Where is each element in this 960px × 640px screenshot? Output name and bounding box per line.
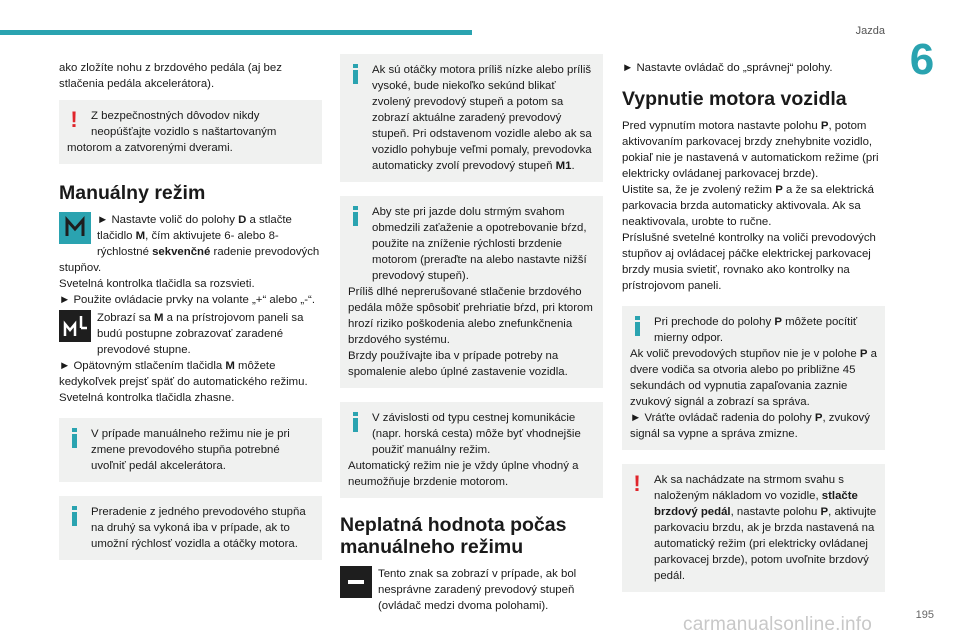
watermark: carmanualsonline.info: [683, 614, 873, 635]
manual-step-2: ► Použite ovládacie prvky na volante „+“ alebo „-“.: [59, 294, 315, 306]
column-2: [340, 60, 603, 614]
warning-text: Z bezpečnostných dôvodov nikdy neopúšťajte vozidlo s naštartovaným: [91, 110, 277, 138]
lamp-off-text: Svetelná kontrolka tlačidla zhasne.: [59, 392, 235, 404]
lamp-on-text: Svetelná kontrolka tlačidla sa rozsvieti.: [59, 278, 255, 290]
m-button-icon: [59, 212, 91, 244]
warning-box-2: ! Ak sa nachádzate na strmom svahu s naloženým nákladom vo vozidle, stlačte brzdový pedál, nastavte polohu P, aktivujte parkovaciu brzdu, ak je brzda nastavená na automatický režim (pri elektricky ovládanej parkovacej brzde), potom uvoľnite brzdový pedál.: [622, 464, 885, 592]
instrument-m-icon: [59, 310, 91, 342]
header-accent-bar: [0, 30, 472, 35]
info-box-2: Preradenie z jedného prevodového stupňa na druhý sa vykoná iba v prípade, ak to umožní rýchlosť vozidla a otáčky motora.: [59, 496, 322, 560]
info-box-5: V závislosti od typu cestnej komunikácie (napr. horská cesta) môže byť vhodnejšie použiť manuálny režim. Automatický režim nie je vždy úplne vhodný a neumožňuje brzdenie motorom.: [340, 402, 603, 498]
info-box-1: V prípade manuálneho režimu nie je pri zmene prevodového stupňa potrebné uvoľniť pedál akcelerátora.: [59, 418, 322, 482]
info-box-3: Ak sú otáčky motora príliš nízke alebo príliš vysoké, bude niekoľko sekúnd blikať zvolený prevodový stupeň a potom sa zobrazí aktuálne zaradený prevodový stupeň. Pri odstavenom vozidle alebo ak sa vozidlo pohybuje veľmi pomaly, prevodovka automaticky zvolí prevodový stupeň M1.: [340, 54, 603, 182]
heading-manual-mode: Manuálny režim: [59, 182, 206, 204]
engine-off-p3: Príslušné svetelné kontrolky na voliči prevodových stupňov aj ovládacej páčke elektrickej parkovacej brzdy musia svietiť, rovnako ako kontrolky na prístrojovom paneli.: [622, 232, 876, 292]
column-1: [59, 60, 322, 570]
info-icon: [72, 506, 77, 526]
warning-exclamation-icon: !: [70, 107, 78, 132]
manual-step-1: ► Nastavte volič do polohy D a stlačte tlačidlo M, čím aktivujete 6- alebo 8-rýchlostné sekvenčné radenie prevodových stupňov.: [59, 214, 320, 274]
warning-exclamation-icon: !: [633, 471, 641, 496]
info-box-4: Aby ste pri jazde dolu strmým svahom obmedzili zaťaženie a opotrebovanie bŕzd, použite na zníženie rýchlosti brzdenie motorom (preraďte na alebo nastavte nižší prevodový stupeň). Príliš dlhé neprerušované stlačenie brzdového pedála môže spôsobiť prehriatie bŕzd, pri ktorom hrozí riziko poškodenia alebo znefunkčnenia brzdového systému. Brzdy používajte iba v prípade potreby na spomalenie alebo úplné zastavenie vozidla.: [340, 196, 603, 388]
warning-box: [59, 100, 322, 164]
intro-text: ako zložíte nohu z brzdového pedála (aj bez stlačenia pedála akcelerátora).: [59, 62, 282, 90]
engine-off-p2: Uistite sa, že je zvolený režim P a že sa elektrická parkovacia brzda automaticky aktivovala. Ak sa neaktivovala, urobte to ručne.: [622, 184, 874, 228]
invalid-value-info: Tento znak sa zobrazí v prípade, ak bol nesprávne zaradený prevodový stupeň (ovládač medzi dvoma polohami).: [340, 566, 603, 614]
heading-engine-off: Vypnutie motora vozidla: [622, 88, 847, 110]
info-icon: [635, 316, 640, 336]
info-icon: [72, 428, 77, 448]
column-3: [622, 60, 885, 602]
section-title: Jazda: [855, 25, 885, 37]
info-icon: [353, 206, 358, 226]
manual-step-3: ► Opätovným stlačením tlačidla M môžete kedykoľvek prejsť späť do automatického režimu.: [59, 360, 308, 388]
info-box-6: Pri prechode do polohy P môžete pocítiť mierny odpor. Ak volič prevodových stupňov nie je v polohe P a dvere vodiča sa otvoria alebo po približne 45 sekundách od vypnutia zapaľovania zaznie zvukový signál a zobrazí sa správa. ► Vráťte ovládač radenia do polohy P, zvukový signál sa vypne a správa zmizne.: [622, 306, 885, 450]
warning-text-cont: motorom a zatvorenými dverami.: [67, 142, 233, 154]
chapter-number: 6: [909, 35, 935, 84]
heading-invalid-value: Neplatná hodnota počas manuálneho režimu: [340, 514, 567, 558]
info-icon: [353, 64, 358, 84]
engine-off-p1: Pred vypnutím motora nastavte polohu P, potom aktivovaním parkovacej brzdy znehybnite vozidlo, pokiaľ nie je nastavená v automatickom režime (pri elektricky ovládanej parkovacej brzde).: [622, 120, 879, 180]
correct-position-step: ► Nastavte ovládač do „správnej“ polohy.: [622, 62, 833, 74]
info-icon: [353, 412, 358, 432]
page-number: 195: [915, 609, 934, 621]
dash-display-icon: [340, 566, 372, 598]
display-info: Zobrazí sa M a na prístrojovom paneli sa budú postupne zobrazovať zaradené prevodové stupne.: [59, 310, 322, 358]
